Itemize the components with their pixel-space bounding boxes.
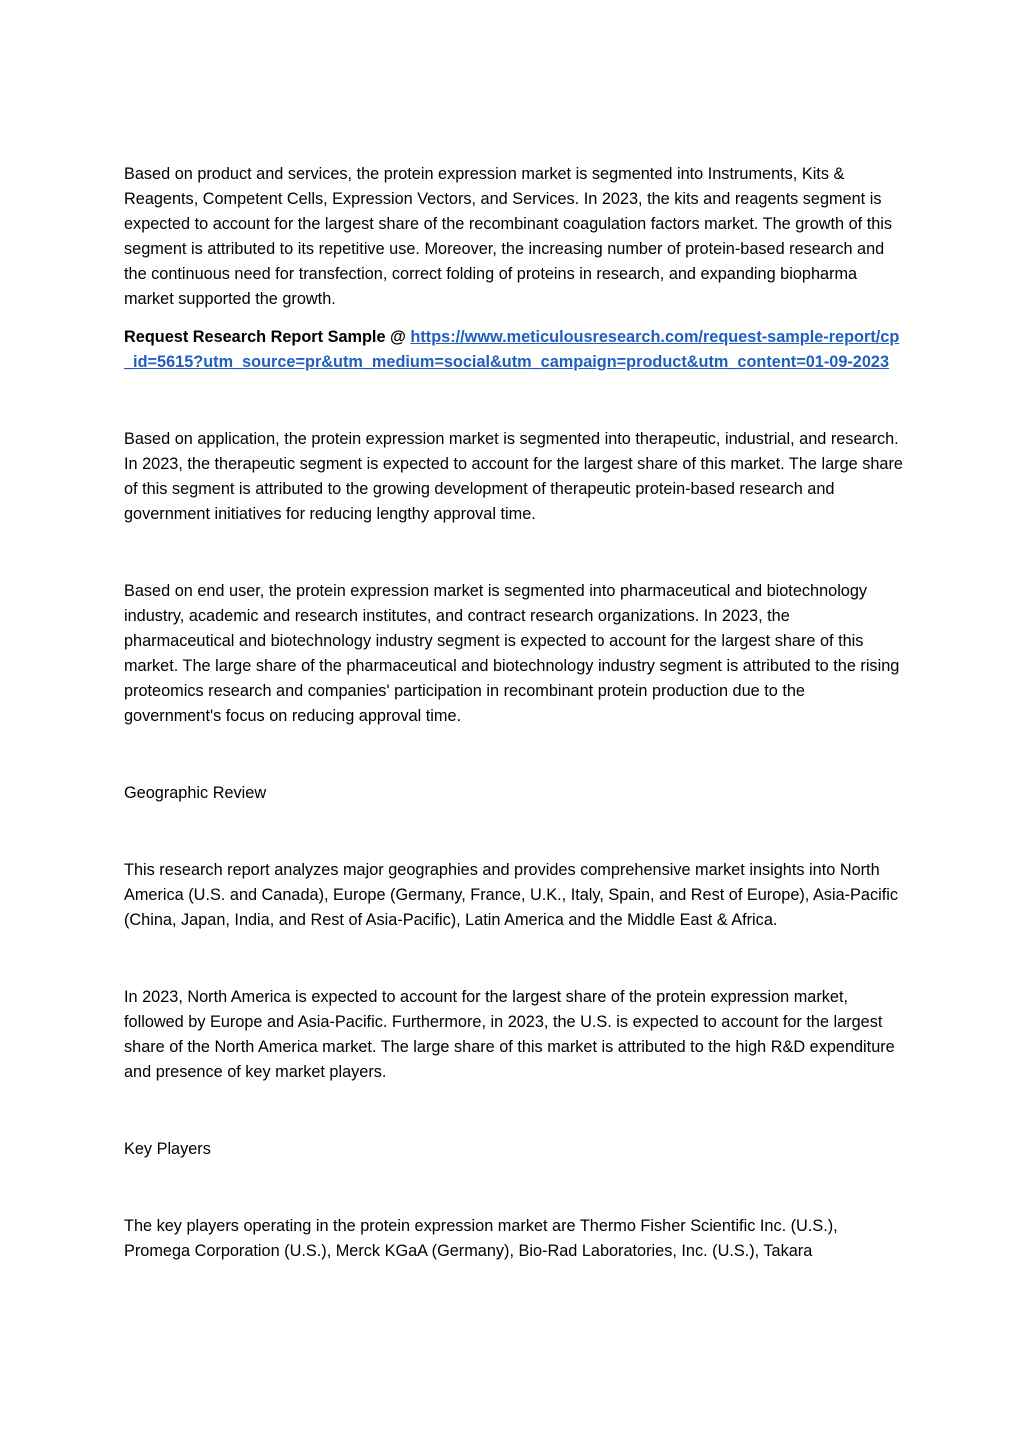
request-sample-line xyxy=(124,325,904,375)
spacer xyxy=(124,729,904,781)
spacer xyxy=(124,1162,904,1214)
paragraph-application: Based on application, the protein expression market is segmented into therapeutic, industrial, and research. In 2023, the therapeutic segment is expected to account for the largest share of this market. The large share of this segment is attributed to the growing development of therapeutic protein-based research and government initiatives for reducing lengthy approval time. xyxy=(124,430,903,523)
paragraph-key-players: The key players operating in the protein expression market are Thermo Fisher Scientific Inc. (U.S.), Promega Corporation (U.S.), Merck KGaA (Germany), Bio-Rad Laboratories, Inc. (U.S.), Takara xyxy=(124,1217,838,1260)
spacer xyxy=(124,1085,904,1137)
spacer xyxy=(124,527,904,579)
spacer xyxy=(124,933,904,985)
paragraph-geographic-intro: This research report analyzes major geographies and provides comprehensive market insights into North America (U.S. and Canada), Europe (Germany, France, U.K., Italy, Spain, and Rest of Europe), Asia-Pacific (China, Japan, India, and Rest of Asia-Pacific), Latin America and the Middle East & Africa. xyxy=(124,861,898,929)
request-sample-label: Request Research Report Sample @ xyxy=(124,328,411,346)
request-sample-link[interactable]: https://www.meticulousresearch.com/request-sample-report/cp_id=5615?utm_source=pr&utm_medium=social&utm_campaign=product&utm_content=01-09-2023 xyxy=(124,328,900,371)
spacer xyxy=(124,806,904,858)
paragraph-north-america: In 2023, North America is expected to account for the largest share of the protein expression market, followed by Europe and Asia-Pacific. Furthermore, in 2023, the U.S. is expected to account for the largest share of the North America market. The large share of this market is attributed to the high R&D expenditure and presence of key market players. xyxy=(124,988,895,1081)
document-page xyxy=(124,162,904,1264)
heading-geographic-review: Geographic Review xyxy=(124,784,267,802)
paragraph-end-user: Based on end user, the protein expression market is segmented into pharmaceutical and biotechnology industry, academic and research institutes, and contract research organizations. In 2023, the pharmaceutical and biotechnology industry segment is expected to account for the largest share of this market. The large share of the pharmaceutical and biotechnology industry segment is attributed to the rising proteomics research and companies' participation in recombinant protein production due to the government's focus on reducing approval time. xyxy=(124,582,900,725)
spacer xyxy=(124,312,904,325)
heading-key-players: Key Players xyxy=(124,1140,211,1158)
paragraph-product-services: Based on product and services, the protein expression market is segmented into Instruments, Kits & Reagents, Competent Cells, Expression Vectors, and Services. In 2023, the kits and reagents segment is expected to account for the largest share of the recombinant coagulation factors market. The growth of this segment is attributed to its repetitive use. Moreover, the increasing number of protein-based research and the continuous need for transfection, correct folding of proteins in research, and expanding biopharma market supported the growth. xyxy=(124,165,893,308)
spacer xyxy=(124,375,904,427)
